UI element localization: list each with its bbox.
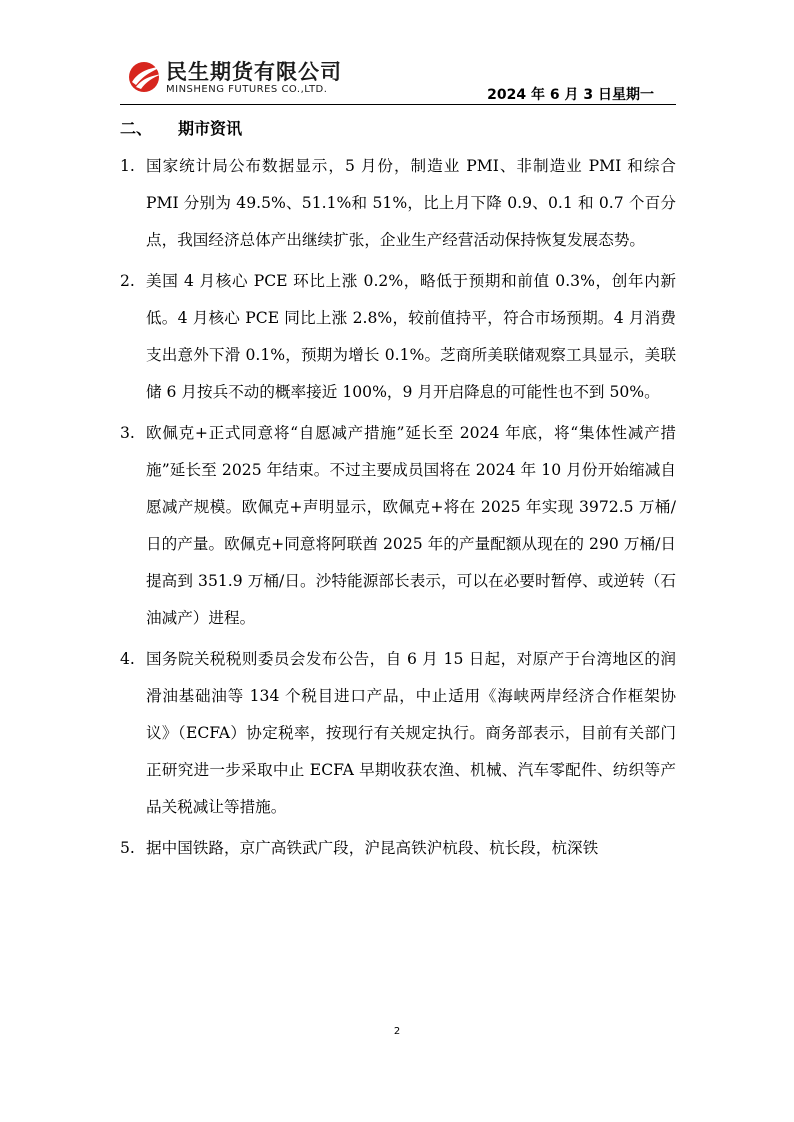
news-item-text: 国务院关税税则委员会发布公告，自 6 月 15 日起，对原产于台湾地区的润滑油基础油等 134 个税目进口产品，中止适用《海峡两岸经济合作框架协议》（ECFA）协定税率，按现行有关规定执行。商务部表示，目前有关部门正研究进一步采取中止 ECFA 早期收获农渔、机械、汽车零配件、纺织等产品关税减让等措施。 [146,650,676,816]
report-date: 2024 年 6 月 3 日星期一 [487,87,654,103]
news-item-number: 3. [120,424,135,442]
news-item-number: 4. [120,650,135,668]
section-heading [120,116,242,139]
news-item [120,830,676,867]
page-header [120,56,676,105]
news-item [120,641,676,826]
news-list [120,148,676,871]
page-number: 2 [393,1026,401,1037]
logo-english-name: MINSHENG FUTURES CO.,LTD. [166,84,328,95]
news-item-text: 国家统计局公布数据显示，5 月份，制造业 PMI、非制造业 PMI 和综合 PMI 分别为 49.5%、51.1%和 51%，比上月下降 0.9、0.1 和 0.7 个百分点，我国经济总体产出继续扩张，企业生产经营活动保持恢复发展态势。 [146,157,676,249]
news-item-number: 5. [120,839,135,857]
news-item-text: 欧佩克+正式同意将“自愿减产措施”延长至 2024 年底，将“集体性减产措施”延长至 2025 年结束。不过主要成员国将在 2024 年 10 月份开始缩减自愿减产规模。欧佩克+声明显示，欧佩克+将在 2025 年实现 3972.5 万桶/日的产量。欧佩克+同意将阿联酋 2025 年的产量配额从现在的 290 万桶/日提高到 351.9 万桶/日。沙特能源部长表示，可以在必要时暂停、或逆转（石油减产）进程。 [146,424,676,627]
news-item-number: 1. [120,157,135,175]
news-item-text: 据中国铁路，京广高铁武广段，沪昆高铁沪杭段、杭长段，杭深铁 [146,839,599,857]
minsheng-logo-icon [126,58,166,94]
news-item-number: 2. [120,272,135,290]
section-title-text: 期市资讯 [178,119,243,138]
news-item [120,263,676,411]
logo-chinese-name: 民生期货有限公司 [166,60,342,84]
section-number: 二、 [120,119,153,138]
news-item [120,415,676,637]
company-logo [120,56,370,100]
news-item-text: 美国 4 月核心 PCE 环比上涨 0.2%，略低于预期和前值 0.3%，创年内新低。4 月核心 PCE 同比上涨 2.8%，较前值持平，符合市场预期。4 月消费支出意外下滑 0.1%，预期为增长 0.1%。芝商所美联储观察工具显示，美联储 6 月按兵不动的概率接近 100%，9 月开启降息的可能性也不到 50%。 [146,272,676,401]
news-item [120,148,676,259]
